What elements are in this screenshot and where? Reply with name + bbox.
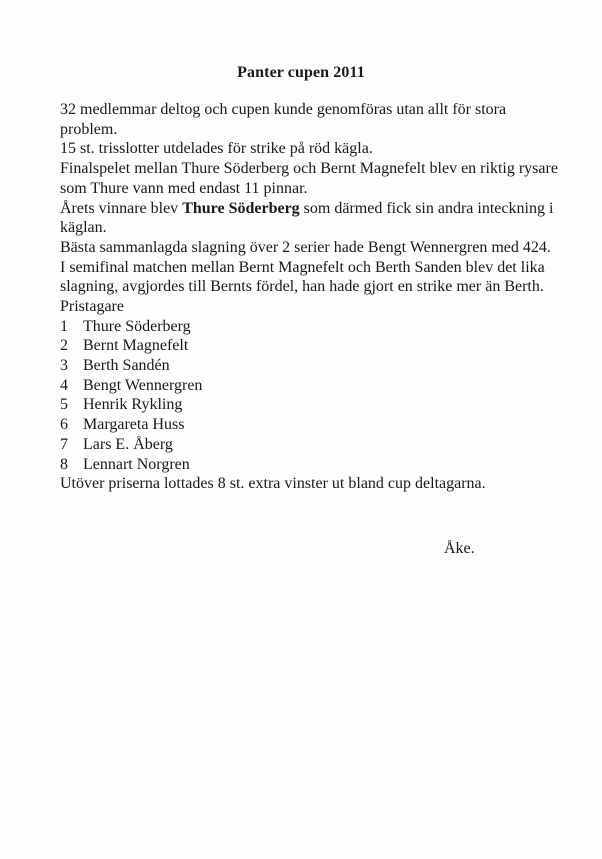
prize-rank: 2 [60,337,68,355]
prize-row [60,356,560,376]
prize-rank: 6 [60,416,68,434]
paragraph-best-series: Bästa sammanlagda slagning över 2 serier hade Bengt Wennergren med 424. [60,238,551,256]
prize-row [60,376,560,396]
prize-name: Berth Sandén [83,357,170,375]
prize-row [60,455,560,475]
prize-row [60,395,560,415]
paragraph-winner [60,199,560,238]
prize-name: Bernt Magnefelt [83,337,189,355]
document-title: Panter cupen 2011 [237,64,365,81]
prize-rank: 8 [60,455,68,473]
document-body [60,100,560,494]
prize-rank: 5 [60,396,68,414]
prize-row [60,415,560,435]
prize-name: Lennart Norgren [83,455,190,473]
prize-rank: 3 [60,357,68,375]
prize-name: Bengt Wennergren [83,376,203,394]
prize-name: Henrik Rykling [83,396,183,414]
paragraph-participants: 32 medlemmar deltog och cupen kunde genomföras utan allt för stora problem. [60,101,507,138]
prize-row [60,317,560,337]
prize-row [60,435,560,455]
prize-name: Lars E. Åberg [83,435,173,453]
paragraph-closing: Utöver priserna lottades 8 st. extra vinster ut bland cup deltagarna. [60,475,486,493]
prize-name: Thure Söderberg [83,317,191,335]
prize-rank: 4 [60,376,68,394]
paragraph-final: Finalspelet mellan Thure Söderberg och Bernt Magnefelt blev en riktig rysare som Thure vann med endast 11 pinnar. [60,160,558,197]
paragraph-semifinal: I semifinal matchen mellan Bernt Magnefelt och Berth Sanden blev det lika slagning, avgjordes till Bernts fördel, han hade gjort en strike mer än Berth. [60,258,545,296]
winner-text-before: Årets vinnare blev [60,199,183,217]
prize-row [60,336,560,356]
prize-rank: 1 [60,317,68,335]
signature: Åke. [444,540,475,557]
prize-rank: 7 [60,435,68,453]
prize-list [60,317,560,475]
prize-name: Margareta Huss [83,416,185,434]
winner-text-after: som därmed fick sin andra inteckning i käglan. [60,199,554,237]
winner-name: Thure Söderberg [182,199,300,217]
paragraph-lottery: 15 st. trisslotter utdelades för strike på röd kägla. [60,140,373,158]
prize-heading: Pristagare [60,298,124,316]
